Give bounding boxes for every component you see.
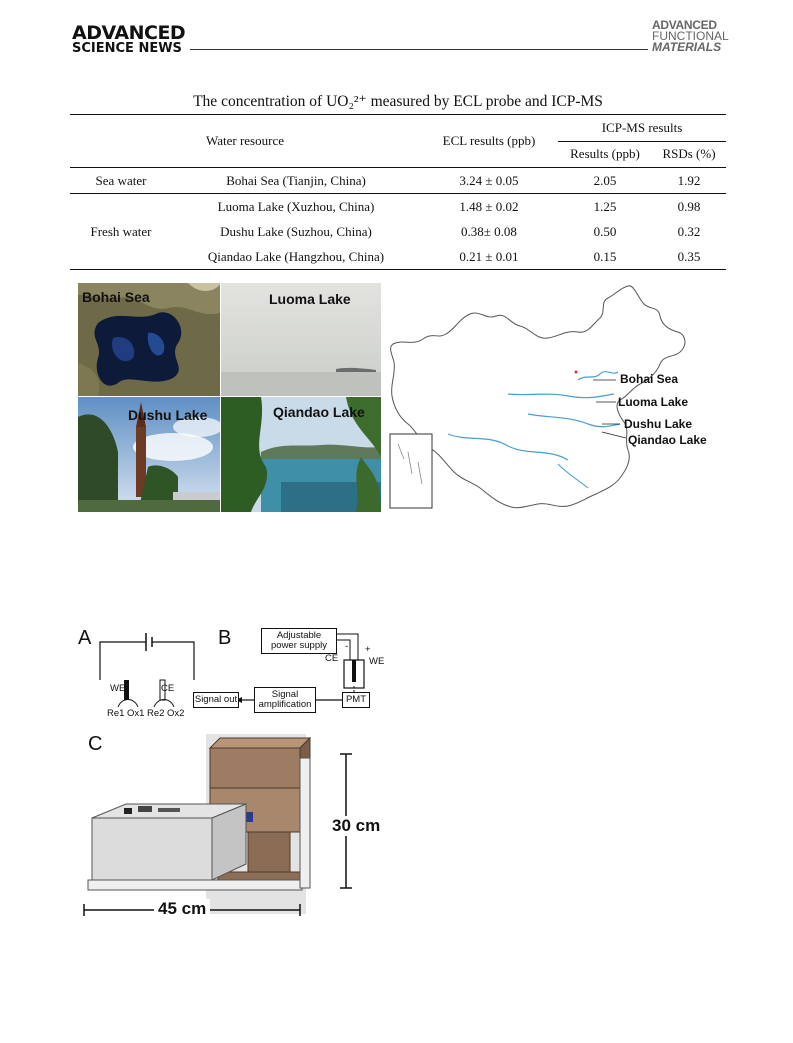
icp-cell: 2.05 <box>593 172 617 188</box>
a-ce-label: CE <box>161 683 175 694</box>
icp-cell: 1.25 <box>593 198 617 214</box>
photo-label-luoma: Luoma Lake <box>269 291 351 307</box>
site-cell: Bohai Sea (Tianjin, China) <box>226 172 366 188</box>
dushu-lake-photo <box>78 397 220 512</box>
b-plus-label: + <box>365 644 371 655</box>
signal-amp-line2: amplification <box>258 699 312 710</box>
group-label: Fresh water <box>90 223 152 239</box>
rsd-cell: 0.32 <box>677 223 701 239</box>
panel-b-label: B <box>218 627 232 649</box>
header-icp-ms: ICP-MS results <box>558 115 726 142</box>
signal-amp-line1: Signal <box>271 689 299 700</box>
table-row <box>70 194 726 220</box>
power-supply-line2: power supply <box>271 640 327 651</box>
site-cell: Dushu Lake (Suzhou, China) <box>220 223 372 239</box>
south-china-sea-inset <box>390 434 432 508</box>
header-rsd: RSDs (%) <box>662 146 716 162</box>
width-dimension-label: 45 cm <box>154 899 210 919</box>
signal-out-label: Signal out <box>194 694 238 705</box>
map-label-qiandao: Qiandao Lake <box>628 433 707 447</box>
group-label: Sea water <box>95 172 147 188</box>
pmt-box <box>342 692 370 708</box>
china-map <box>388 284 728 512</box>
concentration-table <box>70 114 726 270</box>
qiandao-lake-photo <box>221 397 381 512</box>
signal-amplification-box <box>254 687 316 713</box>
panel-a-label: A <box>78 627 92 649</box>
table-header-row <box>70 115 726 142</box>
journal-logo-science-news: SCIENCE NEWS <box>72 41 182 56</box>
b-minus-label: - <box>345 641 349 652</box>
map-label-luoma: Luoma Lake <box>618 395 689 409</box>
b-we-label: WE <box>369 656 385 667</box>
a-re2-label: Re2 <box>147 708 165 719</box>
ecl-cell: 0.38± 0.08 <box>461 223 517 239</box>
journal-logo-advanced: ADVANCED <box>72 22 186 44</box>
signal-out-box <box>193 692 239 708</box>
photo-label-qiandao: Qiandao Lake <box>273 404 365 420</box>
journal-logo-right-advanced: ADVANCED <box>652 18 717 32</box>
panel-c-label: C <box>88 733 103 755</box>
table-row <box>70 168 726 194</box>
rsd-cell: 1.92 <box>677 172 701 188</box>
journal-logo-right-functional: FUNCTIONAL <box>652 29 729 43</box>
a-re1-label: Re1 <box>107 708 125 719</box>
pmt-label: PMT <box>345 694 367 705</box>
ecl-cell: 1.48 ± 0.02 <box>459 198 519 214</box>
map-label-dushu: Dushu Lake <box>624 417 693 431</box>
table-title: The concentration of UO₂²⁺ measured by ECL probe and ICP-MS <box>193 93 603 110</box>
a-we-label: WE <box>110 683 126 694</box>
icp-cell: 0.50 <box>593 223 617 239</box>
power-supply-line1: Adjustable <box>276 630 322 641</box>
journal-logo-right-materials: MATERIALS <box>652 40 722 54</box>
photo-label-bohai: Bohai Sea <box>82 289 150 305</box>
journal-logo-left <box>72 24 192 56</box>
header-rule <box>190 49 648 50</box>
bohai-sea-photo <box>78 283 220 396</box>
ecl-cell: 3.24 ± 0.05 <box>459 172 519 188</box>
map-label-bohai: Bohai Sea <box>620 372 679 386</box>
journal-logo-right <box>652 20 742 53</box>
site-cell: Qiandao Lake (Hangzhou, China) <box>207 248 385 264</box>
height-dimension-label: 30 cm <box>332 816 381 835</box>
a-ox1-label: Ox1 <box>127 708 145 719</box>
header-water-resource: Water resource <box>206 133 284 148</box>
luoma-lake-photo <box>221 283 381 396</box>
photo-label-dushu: Dushu Lake <box>128 407 208 423</box>
icp-cell: 0.15 <box>593 248 617 264</box>
ecl-cell: 0.21 ± 0.01 <box>459 248 519 264</box>
a-ox2-label: Ox2 <box>167 708 185 719</box>
rsd-cell: 0.98 <box>677 198 701 214</box>
header-ecl-results: ECL results (ppb) <box>442 133 536 148</box>
site-cell: Luoma Lake (Xuzhou, China) <box>217 198 375 214</box>
header-icp-results: Results (ppb) <box>570 146 640 162</box>
rsd-cell: 0.35 <box>677 248 701 264</box>
b-ce-label: CE <box>325 653 339 664</box>
